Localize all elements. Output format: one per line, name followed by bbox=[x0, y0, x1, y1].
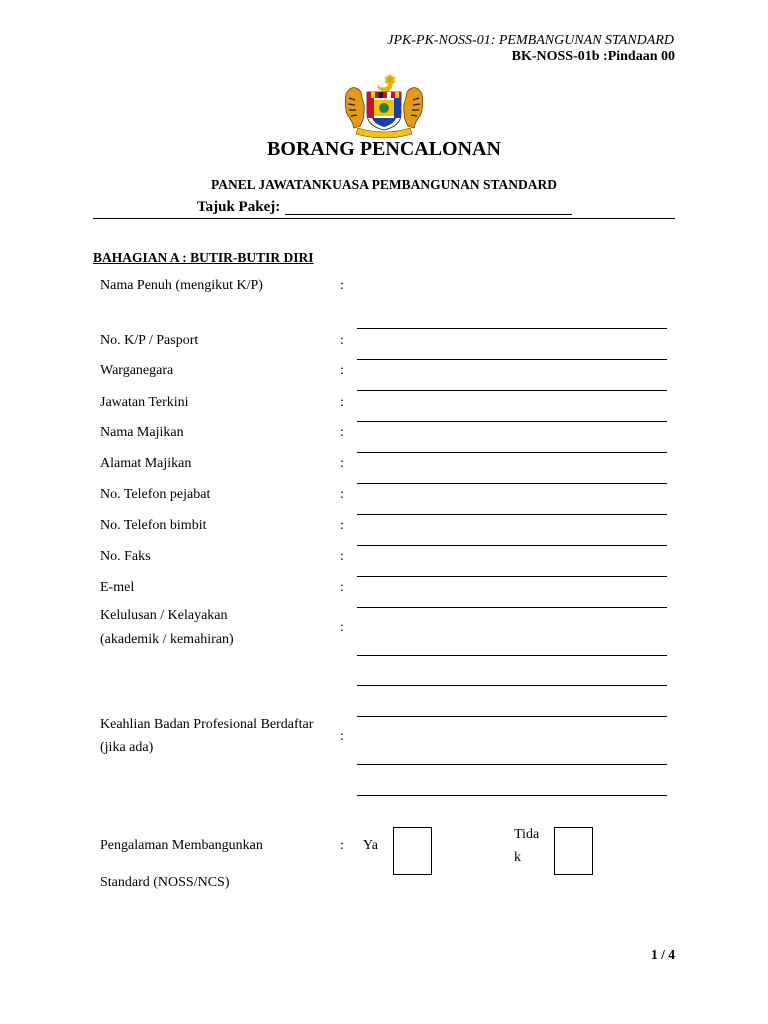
colon: : bbox=[340, 549, 344, 564]
form-code: BK-NOSS-01b :Pindaan 00 bbox=[511, 49, 675, 64]
field-telefon-pejabat[interactable] bbox=[357, 514, 667, 515]
field-alamat-majikan[interactable] bbox=[357, 483, 667, 484]
field-warganegara[interactable] bbox=[357, 390, 667, 391]
label-kelulusan-note: (akademik / kemahiran) bbox=[100, 632, 234, 647]
label-warganegara: Warganegara bbox=[100, 363, 174, 378]
page-number: 1 / 4 bbox=[650, 947, 675, 962]
field-emel[interactable] bbox=[357, 607, 667, 608]
field-kelulusan-line-3[interactable] bbox=[357, 716, 667, 717]
colon: : bbox=[340, 363, 344, 378]
form-title: BORANG PENCALONAN bbox=[267, 138, 501, 160]
checkbox-ya[interactable] bbox=[393, 827, 432, 875]
field-no-faks[interactable] bbox=[357, 576, 667, 577]
section-a-heading: BAHAGIAN A : BUTIR-BUTIR DIRI bbox=[93, 250, 314, 265]
field-telefon-bimbit[interactable] bbox=[357, 545, 667, 546]
document-code: JPK-PK-NOSS-01: PEMBANGUNAN STANDARD bbox=[387, 33, 674, 48]
field-keahlian-line-2[interactable] bbox=[357, 795, 667, 796]
label-telefon-pejabat: No. Telefon pejabat bbox=[100, 487, 211, 502]
option-tidak-label-wrap: k bbox=[514, 850, 521, 865]
label-kelulusan: Kelulusan / Kelayakan bbox=[100, 608, 228, 623]
label-pengalaman: Pengalaman Membangunkan bbox=[100, 838, 263, 853]
option-tidak-label: Tida bbox=[514, 827, 540, 842]
checkbox-tidak[interactable] bbox=[554, 827, 593, 875]
colon: : bbox=[340, 333, 344, 348]
label-keahlian-note: (jika ada) bbox=[100, 740, 154, 755]
label-emel: E-mel bbox=[100, 580, 135, 595]
label-no-faks: No. Faks bbox=[100, 549, 151, 564]
field-jawatan-terkini[interactable] bbox=[357, 421, 667, 422]
colon: : bbox=[340, 580, 344, 595]
label-jawatan-terkini: Jawatan Terkini bbox=[100, 395, 189, 410]
field-kelulusan-line-1[interactable] bbox=[357, 655, 667, 656]
colon: : bbox=[340, 838, 344, 853]
label-keahlian: Keahlian Badan Profesional Berdaftar bbox=[100, 717, 314, 732]
colon: : bbox=[340, 278, 344, 293]
form-subtitle: PANEL JAWATANKUASA PEMBANGUNAN STANDARD bbox=[211, 177, 557, 192]
colon: : bbox=[340, 620, 344, 635]
colon: : bbox=[340, 487, 344, 502]
colon: : bbox=[340, 456, 344, 471]
field-nama-majikan[interactable] bbox=[357, 452, 667, 453]
label-no-kp: No. K/P / Pasport bbox=[100, 333, 199, 348]
coat-of-arms-icon bbox=[340, 72, 428, 140]
label-pengalaman-note: Standard (NOSS/NCS) bbox=[100, 875, 230, 890]
field-no-kp[interactable] bbox=[357, 359, 667, 360]
field-keahlian-line-1[interactable] bbox=[357, 764, 667, 765]
colon: : bbox=[340, 729, 344, 744]
colon: : bbox=[340, 518, 344, 533]
label-alamat-majikan: Alamat Majikan bbox=[100, 456, 192, 471]
field-nama-penuh[interactable] bbox=[357, 328, 667, 329]
label-nama-majikan: Nama Majikan bbox=[100, 425, 184, 440]
header-divider bbox=[93, 218, 675, 219]
label-telefon-bimbit: No. Telefon bimbit bbox=[100, 518, 207, 533]
colon: : bbox=[340, 425, 344, 440]
colon: : bbox=[340, 395, 344, 410]
field-kelulusan-line-2[interactable] bbox=[357, 685, 667, 686]
tajuk-pakej-label: Tajuk Pakej: bbox=[197, 199, 281, 215]
option-ya-label: Ya bbox=[363, 838, 378, 853]
tajuk-pakej-field[interactable] bbox=[285, 214, 572, 215]
label-nama-penuh: Nama Penuh (mengikut K/P) bbox=[100, 278, 263, 293]
